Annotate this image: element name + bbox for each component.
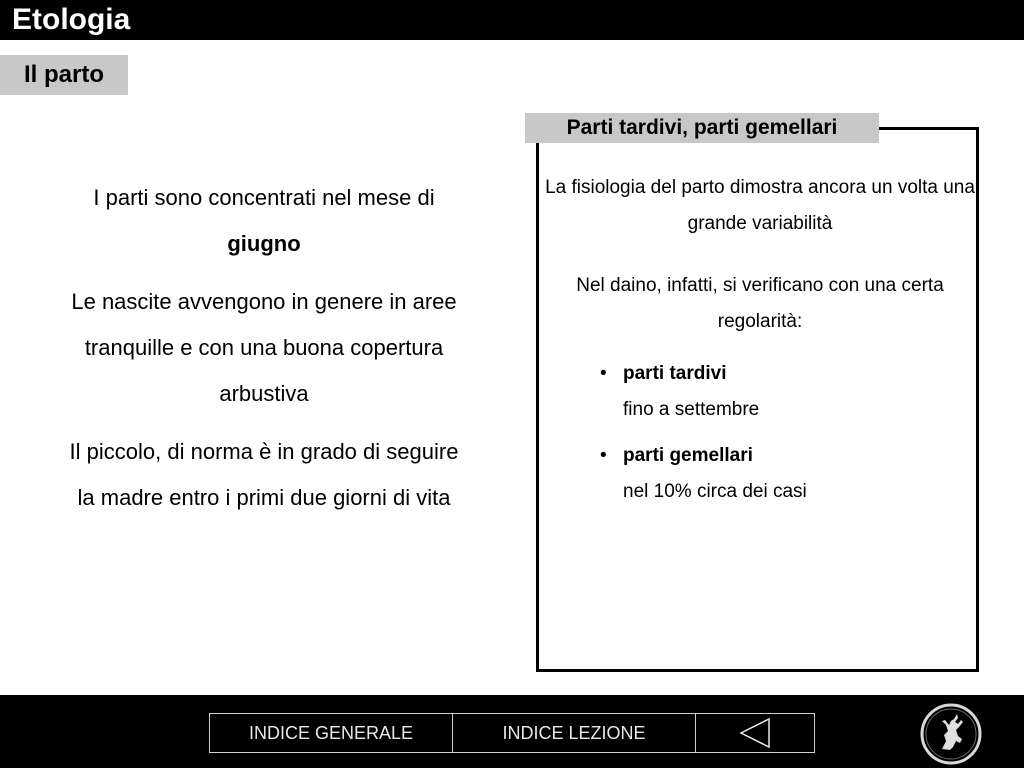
info-box-content: [545, 170, 975, 520]
back-triangle-icon: [738, 717, 772, 749]
deer-logo-icon: [920, 703, 982, 765]
bullet-icon: •: [600, 445, 607, 466]
info-box-title: Parti tardivi, parti gemellari: [525, 113, 879, 143]
list-item: [600, 356, 975, 428]
info-list: [545, 356, 975, 510]
lesson-index-button[interactable]: INDICE LEZIONE: [453, 714, 696, 752]
general-index-button[interactable]: INDICE GENERALE: [210, 714, 453, 752]
list-item: [600, 438, 975, 510]
bullet-icon: •: [600, 363, 607, 384]
section-title: Il parto: [0, 55, 128, 95]
list-item-term: parti gemellari: [623, 445, 753, 466]
info-paragraph-variability: La fisiologia del parto dimostra ancora un volta una grande variabilità: [545, 177, 975, 234]
paragraph-births-month: [60, 175, 468, 267]
paragraph-births-month-text: I parti sono concentrati nel mese di: [93, 185, 435, 210]
list-item-desc: nel 10% circa dei casi: [623, 481, 807, 502]
list-item-desc: fino a settembre: [623, 399, 760, 420]
list-item-term: parti tardivi: [623, 363, 727, 384]
back-button[interactable]: [696, 714, 814, 752]
app-title: Etologia: [12, 3, 131, 36]
paragraph-birth-places: Le nascite avvengono in genere in aree tranquille e con una buona copertura arbustiva: [71, 289, 457, 406]
navigation-bar: [209, 713, 815, 753]
info-paragraph-regularity: Nel daino, infatti, si verificano con una certa regolarità:: [576, 275, 944, 332]
left-text-column: [60, 175, 468, 533]
header-bar: [0, 0, 1024, 40]
paragraph-fawn-follows: Il piccolo, di norma è in grado di seguire la madre entro i primi due giorni di vita: [69, 439, 459, 510]
month-highlight: giugno: [227, 231, 301, 256]
